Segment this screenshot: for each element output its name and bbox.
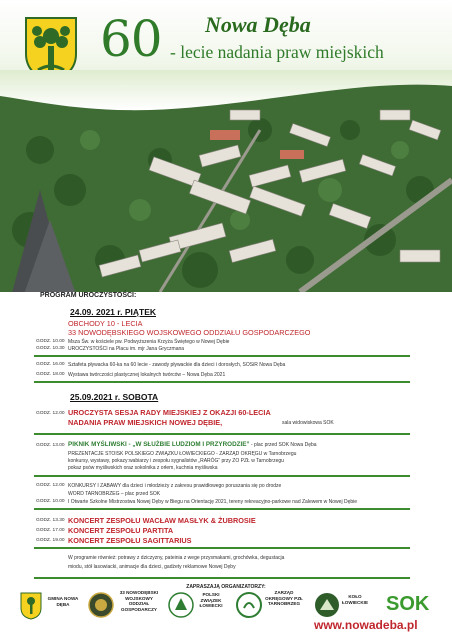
- picnic-line: pokaz psów myśliwskich oraz sokolnika z orłem, kuchnia myśliwska: [68, 465, 218, 471]
- divider: [34, 577, 410, 579]
- event-text: WORD TARNOBRZEG – plac przed SOK: [68, 491, 161, 497]
- organizer-name: ZARZĄD OKRĘGOWY PZŁ TARNOBRZEG: [265, 590, 303, 606]
- event-text: UROCZYSTOŚCI na Placu im. mjr Jana Gryczmana: [68, 346, 185, 352]
- page-subtitle: - lecie nadania praw miejskich: [170, 42, 384, 62]
- event-time: GODZ. 17.00: [36, 528, 65, 533]
- block-title-line1: OBCHODY 10 - LECIA: [68, 319, 143, 328]
- event-time: GODZ. 16.00: [36, 362, 65, 367]
- event-time: GODZ. 18.00: [36, 372, 65, 377]
- day2-block-2: [34, 441, 434, 479]
- concert: KONCERT ZESPOŁU SAGITTARIUS: [68, 536, 192, 545]
- regional-board-icon: [236, 592, 262, 623]
- organizer-name: POLSKI ZWIĄZEK ŁOWIECKI: [199, 592, 223, 608]
- aerial-city-photo: [0, 70, 452, 292]
- divider: [34, 433, 410, 435]
- day1-block-2: [34, 362, 434, 382]
- extras-line: miodu, stół lasowiacki, animacje dla dzieci, gadżety reklamowe Nowej Dęby: [68, 564, 236, 570]
- event-text: KONKURSY I ZABAWY dla dzieci i młodzieży z zakresu prawidłowego poruszania się po drodze: [68, 483, 282, 489]
- event-text: Sztafeta pływacka 60-ka na 60 lecie - zawody pływackie dla dzieci i dorosłych, SOSiR Nowa Dęba: [68, 362, 286, 368]
- event-text: Wystawa twórczości plastycznej lokalnych twórców – Nowa Dęba 2021: [68, 372, 226, 378]
- event-time: GODZ. 13.30: [36, 518, 65, 523]
- sok-logo-icon: [384, 590, 434, 619]
- event-time: GODZ. 12.00: [36, 483, 65, 488]
- sok-logo-text: SOK: [386, 593, 430, 614]
- event-time: GODZ. 10.00: [36, 339, 65, 344]
- day-heading-friday: 24.09. 2021 r. PIĄTEK: [70, 307, 156, 317]
- footer: [0, 582, 452, 640]
- organizers-title: ZAPRASZAJĄ ORGANIZATORZY:: [186, 584, 266, 590]
- event-time: GODZ. 10.30: [36, 346, 65, 351]
- divider: [34, 355, 410, 357]
- event-time: GODZ. 19.00: [36, 538, 65, 543]
- session-venue: sala widowiskowa SOK: [282, 420, 334, 426]
- divider: [34, 475, 410, 477]
- day1-block-1: [34, 319, 434, 359]
- event-time: GODZ. 10.00: [36, 499, 65, 504]
- event-text: I Otwarte Szkolne Mistrzostwa Nowej Dęby w Biegu na Orientację 2021, tereny rekreacyjno-parkowe nad Zalewem w Nowej Dębie: [68, 499, 358, 505]
- military-badge-icon: [88, 592, 114, 623]
- event-time: GODZ. 12.00: [36, 411, 65, 416]
- coat-of-arms-icon: [20, 592, 42, 625]
- event-program: [0, 292, 452, 582]
- divider: [34, 381, 410, 383]
- day2-block-1: [34, 408, 434, 432]
- extras-line: W programie również: potrawy z dziczyzny, pateinia z wege przysmakami, grochówka, degustacja: [68, 555, 285, 561]
- organizer-name: GMINA NOWA DĘBA: [47, 596, 79, 607]
- event-time: GODZ. 13.00: [36, 443, 65, 448]
- session-title-line1: UROCZYSTA SESJA RADY MIEJSKIEJ Z OKAZJI 60-LECIA: [68, 408, 271, 417]
- day-heading-saturday: 25.09.2021 r. SOBOTA: [70, 392, 159, 402]
- hunting-association-icon: [168, 592, 194, 623]
- website-link[interactable]: www.nowadeba.pl: [314, 618, 418, 632]
- program-title: PROGRAM UROCZYSTOŚCI:: [40, 292, 137, 299]
- picnic-title: PIKNIK MYŚLIWSKI - „W SŁUŻBIE LUDZIOM I PRZYRODZIE” - plac przed SOK Nowa Dęba: [68, 441, 317, 448]
- picnic-line: PREZENTACJE STOISK POLSKIEGO ZWIĄZKU ŁOWIECKIEGO - ZARZĄD OKRĘGU w Tarnobrzegu: [68, 451, 297, 457]
- block-title-line2: 33 NOWODĘBSKIEGO WOJSKOWEGO ODDZIAŁU GOSPODARCZEGO: [68, 328, 311, 337]
- day2-block-4: [34, 516, 434, 548]
- day2-block-5: [34, 555, 434, 575]
- anniversary-number: 60: [100, 10, 162, 68]
- session-title-line2: NADANIA PRAW MIEJSKICH NOWEJ DĘBIE,: [68, 418, 223, 427]
- picnic-line: konkursy, wystawy, pokazy:wabiarzy i zespołu sygnalistów „RARÓG” przy ZO PZŁ w Tarnobrzegu: [68, 458, 284, 464]
- concert: KONCERT ZESPOŁU PARTITA: [68, 526, 174, 535]
- organizer-name: KOŁO ŁOWIECKIE: [341, 594, 369, 605]
- divider: [34, 547, 410, 549]
- event-text: Msza Św. w kościele pw. Podwyższenia Krzyża Świętego w Nowej Dębie: [68, 339, 230, 345]
- organizer-name: 33 NOWODĘBSKI WOJSKOWY ODDZIAŁ GOSPODARCZY: [119, 590, 159, 612]
- concert: KONCERT ZESPOŁU WACŁAW MASŁYK & ŻUBROSIE: [68, 516, 256, 525]
- divider: [34, 508, 410, 510]
- town-name: Nowa Dęba: [205, 12, 311, 37]
